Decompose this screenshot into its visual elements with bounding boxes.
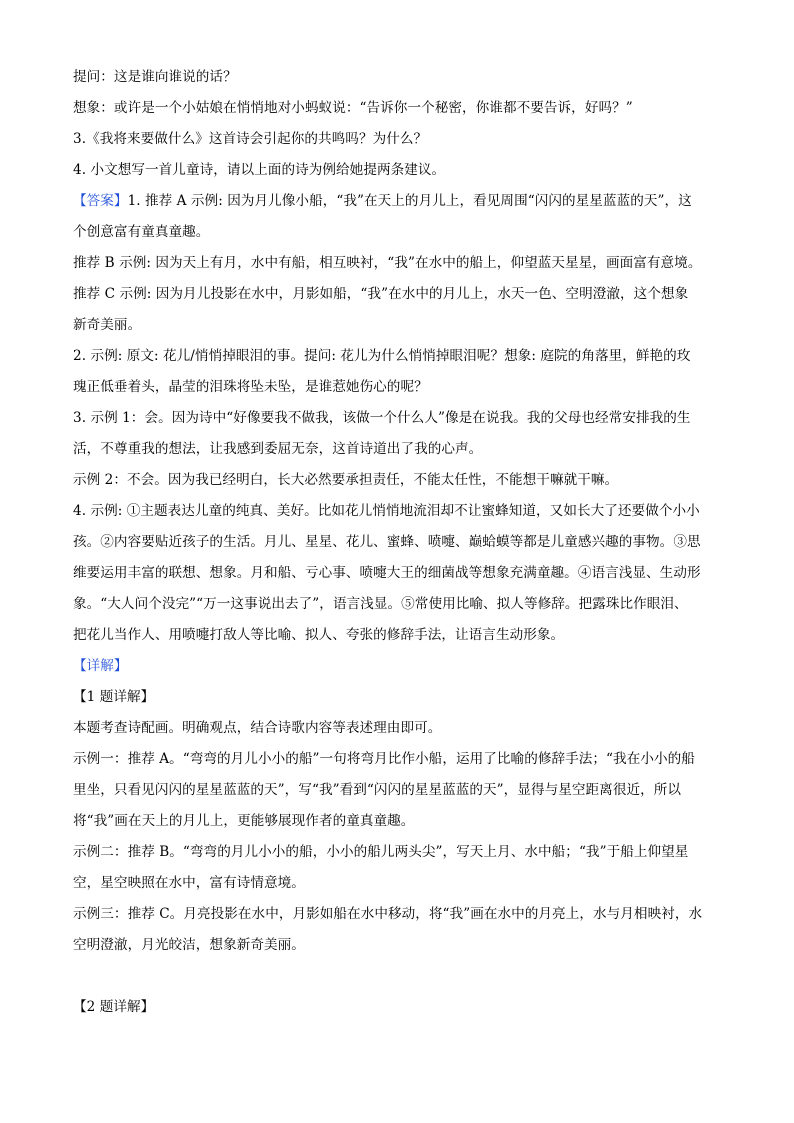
q1-detail-line-7: 示例三：推荐 C。月亮投影在水中，月影如船在水中移动，将“我”画在水中的月亮上，水与月相映衬，水 (73, 906, 703, 922)
answer-4-line-1: 4. 示例: ①主题表达儿童的纯真、美好。比如花儿悄悄地流泪却不让蜜蜂知道，又如长大了还要做个小小 (73, 503, 700, 519)
q1-detail-line-4: 将“我”画在天上的月儿上，更能够展现作者的童真童趣。 (73, 813, 415, 829)
answer-3-line-2: 活，不尊重我的想法，让我感到委屈无奈，这首诗道出了我的心声。 (73, 441, 483, 457)
answer-1-line-5: 新奇美丽。 (73, 317, 142, 333)
answer-2-line-2: 瑰正低垂着头，晶莹的泪珠将坠未坠，是谁惹她伤心的呢？ (73, 379, 428, 395)
answer-2-line-1: 2. 示例: 原文: 花儿/悄悄掉眼泪的事。提问: 花儿为什么悄悄掉眼泪呢？想象: 庭院的角落里，鲜艳的玫 (73, 348, 691, 364)
q2-detail-heading: 【2 题详解】 (73, 999, 155, 1015)
document-page (73, 62, 733, 1023)
answer-1-text: 1. 推荐 A 示例: 因为月儿像小船，“我”在天上的月儿上，看见周围“闪闪的星星蓝蓝的天”，这 (127, 193, 692, 209)
detail-tag: 【详解】 (73, 658, 128, 674)
answer-1-line-1 (73, 186, 733, 217)
q1-detail-line-3: 里坐，只看见闪闪的星星蓝蓝的天”，写“我”看到“闪闪的星星蓝蓝的天”，显得与星空距离很近，所以 (73, 782, 682, 798)
answer-1-line-3: 推荐 B 示例: 因为天上有月，水中有船，相互映衬，“我”在水中的船上，仰望蓝天星星，画面富有意境。 (73, 255, 702, 271)
answer-4-line-3: 维要运用丰富的联想、想象。月和船、亏心事、喷嚏大王的细菌战等想象充满童趣。④语言浅显、生动形 (73, 565, 701, 581)
answer-1-line-4: 推荐 C 示例: 因为月儿投影在水中，月影如船，“我”在水中的月儿上，水天一色、空明澄澈，这个想象 (73, 286, 689, 302)
question-3: 3.《我将来要做什么》这首诗会引起你的共鸣吗？为什么？ (73, 131, 428, 147)
answer-3-line-1: 3. 示例 1：会。因为诗中“好像要我不做我，该做一个什么人”像是在说我。我的父母也经常安排我的生 (73, 410, 691, 426)
answer-tag: 【答案】 (73, 193, 128, 209)
question-4: 4. 小文想写一首儿童诗，请以上面的诗为例给她提两条建议。 (73, 162, 446, 178)
answer-3-line-3: 示例 2：不会。因为我已经明白，长大必然要承担责任，不能太任性，不能想干嘛就干嘛。 (73, 472, 619, 488)
q1-detail-line-6: 空，星空映照在水中，富有诗情意境。 (73, 875, 305, 891)
answer-1-line-2: 个创意富有童真童趣。 (73, 224, 210, 240)
answer-4-line-4: 象。“大人问个没完”“万一这事说出去了”，语言浅显。⑤常使用比喻、拟人等修辞。把露珠比作眼泪、 (73, 596, 688, 612)
q1-detail-line-8: 空明澄澈，月光皎洁，想象新奇美丽。 (73, 937, 305, 953)
q1-detail-line-1: 本题考查诗配画。明确观点，结合诗歌内容等表述理由即可。 (73, 720, 442, 736)
q1-detail-heading: 【1 题详解】 (73, 689, 155, 705)
imagination-line: 想象：或许是一个小姑娘在悄悄地对小蚂蚁说：“告诉你一个秘密，你谁都不要告诉，好吗？” (73, 100, 633, 116)
spacer (73, 961, 733, 992)
answer-4-line-2: 孩。②内容要贴近孩子的生活。月儿、星星、花儿、蜜蜂、喷嚏、巅蛤蟆等都是儿童感兴趣的事物。③思 (73, 534, 701, 550)
q1-detail-line-2: 示例一：推荐 A。“弯弯的月儿小小的船”一句将弯月比作小船，运用了比喻的修辞手法；“我在小小的船 (73, 751, 695, 767)
q1-detail-line-5: 示例二：推荐 B。“弯弯的月儿小小的船，小小的船儿两头尖”，写天上月、水中船；“我”于船上仰望星 (73, 844, 689, 860)
question-prompt-line: 提问：这是谁向谁说的话？ (73, 69, 237, 85)
answer-4-line-5: 把花儿当作人、用喷嚏打敌人等比喻、拟人、夸张的修辞手法，让语言生动形象。 (73, 627, 565, 643)
